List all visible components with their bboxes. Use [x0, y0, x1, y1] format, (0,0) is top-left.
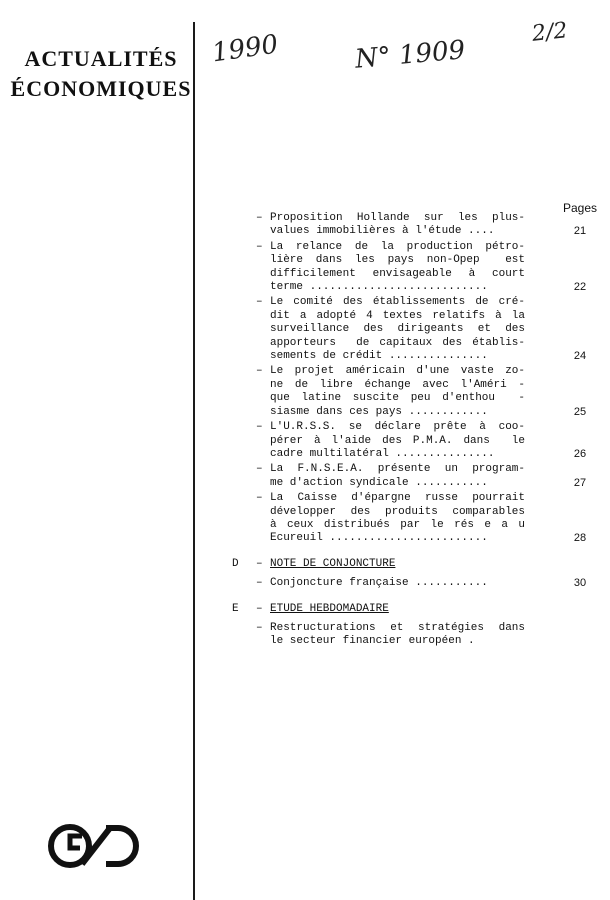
item-line: cadre multilatéral ............... [270, 447, 495, 460]
item-line: values immobilières à l'étude .... [270, 225, 495, 238]
item-line: Conjoncture française ........... [270, 577, 488, 590]
item-text [270, 241, 525, 295]
item-page-number: 25 [573, 405, 587, 418]
item-dash: – [256, 463, 263, 476]
item-dash: – [256, 240, 263, 253]
handwritten-year: 1990 [210, 29, 280, 69]
item-line: Le projet américain d'une vaste zo- [270, 365, 525, 378]
item-page-number: 26 [573, 447, 587, 460]
masthead-line-1: ACTUALITÉS [24, 46, 178, 71]
item-line: pérer à l'aide des P.M.A. dans le [270, 434, 525, 447]
item-line: à ceux distribués par le rés e a u [270, 518, 525, 531]
section-title-text: NOTE DE CONJONCTURE [270, 557, 396, 570]
item-line: difficilement envisageable à court [270, 267, 525, 280]
list-item [256, 296, 587, 363]
handwritten-number: N° 1909 [353, 35, 467, 75]
section-letter: D [232, 557, 239, 570]
item-text [270, 365, 525, 419]
item-dash: – [256, 621, 263, 634]
item-dash: – [256, 296, 263, 309]
item-line: La F.N.S.E.A. présente un program- [270, 463, 525, 476]
item-line: développer des produits comparables [270, 505, 525, 518]
item-dash: – [256, 492, 263, 505]
item-page-number: 30 [573, 577, 587, 590]
list-item [256, 577, 587, 590]
masthead [8, 44, 194, 104]
section-title-text: ETUDE HEBDOMADAIRE [270, 602, 389, 615]
item-line: lière dans les pays non-Opep est [270, 254, 525, 267]
list-item [256, 492, 587, 546]
item-page-number: 21 [573, 225, 587, 238]
item-line: Ecureuil ........................ [270, 532, 488, 545]
item-line: dit a adopté 4 textes relatifs à la [270, 309, 525, 322]
toc-section [232, 557, 601, 591]
item-line: Le comité des établissements de cré- [270, 296, 525, 309]
item-line: surveillance des dirigeants et des [270, 323, 525, 336]
vertical-rule [193, 22, 195, 900]
item-line: ne de libre échange avec l'Améri - [270, 378, 525, 391]
item-line: terme ........................... [270, 281, 488, 294]
item-line: siasme dans ces pays ............ [270, 405, 488, 418]
masthead-line-2: ÉCONOMIQUES [10, 76, 192, 101]
item-text [270, 622, 525, 649]
list-item [256, 622, 525, 649]
item-line: L'U.R.S.S. se déclare prête à coo- [270, 421, 525, 434]
item-line: apporteurs de capitaux des établis- [270, 336, 525, 349]
section-dash: – [256, 602, 263, 615]
section-title [256, 603, 601, 616]
section-letter: E [232, 602, 239, 615]
handwritten-page-mark: 2/2 [530, 18, 569, 47]
item-line: que latine suscite peu d'enthou - [270, 392, 525, 405]
item-text [270, 492, 525, 546]
list-item [256, 212, 587, 239]
item-dash: – [256, 212, 263, 224]
gd-logo [46, 822, 144, 870]
pages-column-header: Pages [562, 201, 598, 215]
item-line: me d'action syndicale ........... [270, 476, 488, 489]
item-dash: – [256, 365, 263, 378]
item-line: La relance de la production pétro- [270, 240, 525, 253]
item-page-number: 22 [573, 281, 587, 294]
item-page-number: 28 [573, 532, 587, 545]
item-text [270, 296, 525, 363]
item-line: le secteur financier européen . [270, 635, 475, 648]
item-text [270, 212, 525, 239]
item-line: Proposition Hollande sur les plus- [270, 212, 525, 224]
list-item [256, 365, 587, 419]
item-page-number: 24 [573, 350, 587, 363]
item-dash: – [256, 577, 263, 590]
item-dash: – [256, 421, 263, 434]
item-text [270, 577, 525, 590]
item-line: Restructurations et stratégies dans [270, 621, 525, 634]
item-line: sements de crédit ............... [270, 350, 488, 363]
item-text [270, 421, 525, 461]
list-item [256, 421, 587, 461]
section-dash: – [256, 557, 263, 570]
item-line: La Caisse d'épargne russe pourrait [270, 492, 525, 505]
item-text [270, 463, 525, 490]
list-item [256, 240, 587, 295]
toc-section [232, 602, 601, 649]
list-item [256, 463, 587, 490]
table-of-contents [232, 212, 601, 651]
item-page-number: 27 [573, 476, 587, 489]
section-title [256, 558, 601, 571]
